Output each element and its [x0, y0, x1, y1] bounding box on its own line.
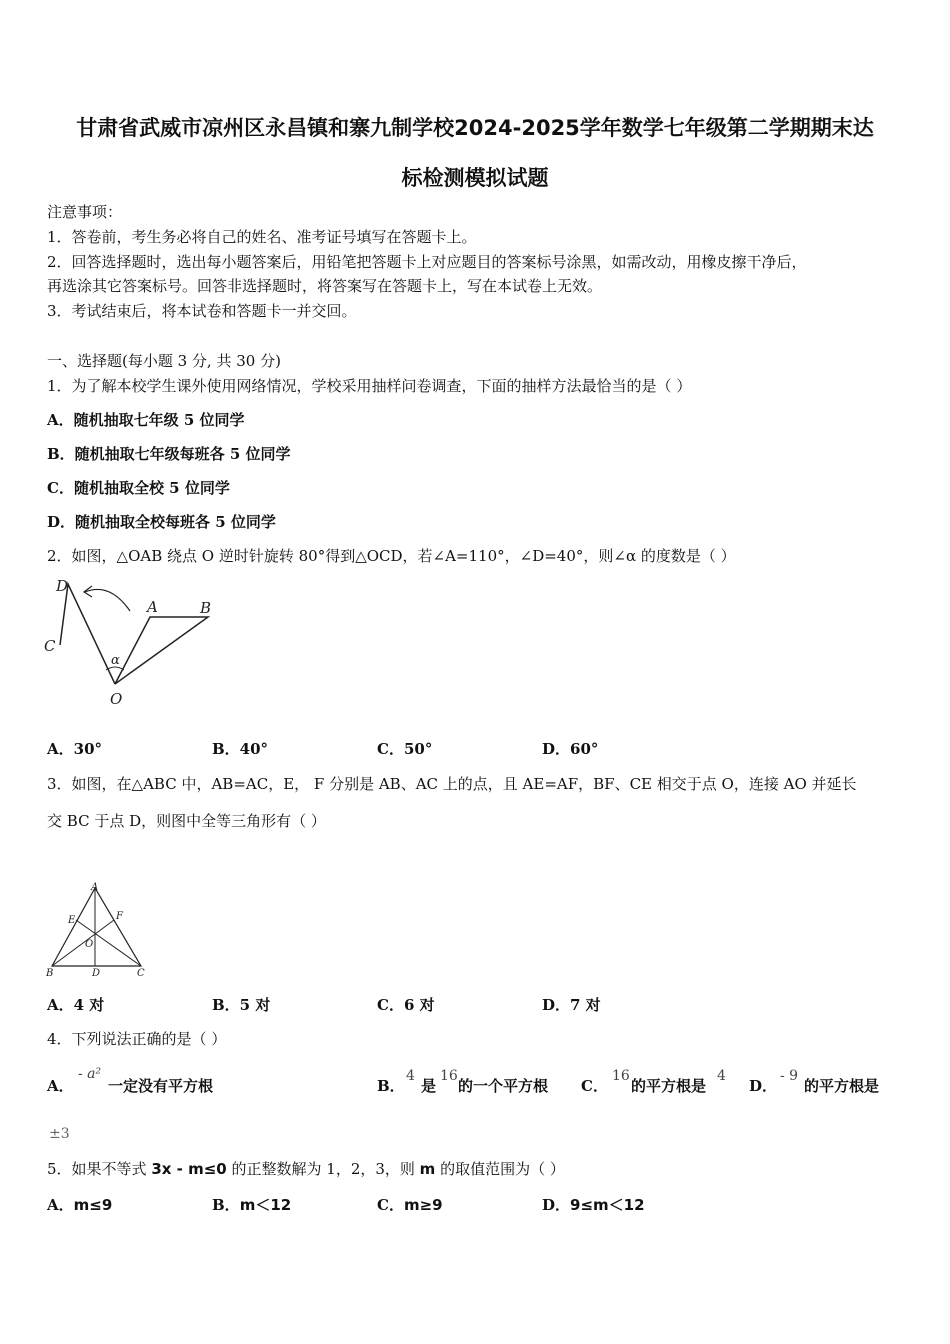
- exam-title-line2: 标检测模拟试题: [401, 166, 549, 190]
- fig-label-e: E: [68, 915, 76, 926]
- q3-stem-line2: 交 BC 于点 D，则图中全等三角形有（ ）: [47, 812, 326, 830]
- q4-option-c-label: C．: [581, 1077, 608, 1095]
- q4-option-d-answer: ±3: [49, 1126, 70, 1142]
- q4-option-a-label: A．: [47, 1077, 74, 1095]
- fig-label-f: F: [116, 911, 123, 922]
- q5-stem-prefix: 5．如果不等式: [47, 1160, 152, 1178]
- q4-option-c-text1: 的平方根是: [631, 1077, 707, 1095]
- q4-option-a-math: - a²: [78, 1066, 102, 1082]
- q4-option-b-label: B．: [377, 1077, 405, 1095]
- q2-option-b: B．40°: [212, 740, 269, 758]
- q3-triangle-figure: [42, 880, 157, 980]
- fig-label-a: A: [147, 598, 158, 616]
- q2-option-a: A．30°: [47, 740, 103, 758]
- q5-option-b: B．m＜12: [212, 1196, 292, 1214]
- q2-rotation-figure: [40, 572, 230, 712]
- fig-label-b: B: [46, 968, 54, 979]
- fig-label-c: C: [137, 968, 145, 979]
- q4-option-a-text: 一定没有平方根: [108, 1077, 214, 1095]
- q5-option-d: D．9≤m＜12: [542, 1196, 645, 1214]
- q5-stem-suffix: 的取值范围为（ ）: [435, 1160, 565, 1178]
- fig-label-c: C: [44, 637, 56, 655]
- q2-stem: 2．如图，△OAB 绕点 O 逆时针旋转 80°得到△OCD，若∠A=110°，∠D=40°，则∠α 的度数是（ ）: [47, 547, 736, 565]
- q5-stem: [47, 1159, 565, 1179]
- note-item: 再选涂其它答案标号。回答非选择题时，将答案写在答题卡上，写在本试卷上无效。: [47, 277, 603, 295]
- exam-title-line1: 甘肃省武威市凉州区永昌镇和寨九制学校2024-2025学年数学七年级第二学期期末达: [76, 116, 874, 140]
- q1-option-b: B．随机抽取七年级每班各 5 位同学: [47, 445, 291, 463]
- q5-option-c: C．m≥9: [377, 1196, 443, 1214]
- fig-label-a: A: [91, 882, 99, 893]
- fig-label-alpha: α: [111, 653, 120, 668]
- q5-variable: m: [419, 1160, 436, 1178]
- q1-option-c: C．随机抽取全校 5 位同学: [47, 479, 230, 497]
- q4-stem: 4．下列说法正确的是（ ）: [47, 1030, 227, 1048]
- q4-option-d-math1: - 9: [780, 1068, 799, 1084]
- q4-option-c-math2: 4: [717, 1068, 726, 1084]
- q1-stem: 1．为了解本校学生课外使用网络情况，学校采用抽样问卷调查，下面的抽样方法最恰当的是（ ）: [47, 377, 692, 395]
- q5-stem-mid: 的正整数解为 1，2，3，则: [226, 1160, 420, 1178]
- q4-option-b-math2: 16: [440, 1068, 458, 1084]
- q3-option-a: A．4 对: [47, 996, 105, 1014]
- q5-inequality: 3x - m≤0: [151, 1160, 227, 1178]
- q4-option-b-text1: 是: [421, 1077, 437, 1095]
- q3-stem-line1: 3．如图，在△ABC 中，AB=AC，E， F 分别是 AB、AC 上的点，且 AE=AF，BF、CE 相交于点 O，连接 AO 并延长: [47, 775, 857, 793]
- q1-option-d: D．随机抽取全校每班各 5 位同学: [47, 513, 276, 531]
- q3-option-c: C．6 对: [377, 996, 435, 1014]
- fig-label-o: O: [85, 939, 94, 950]
- note-item: 1．答卷前，考生务必将自己的姓名、准考证号填写在答题卡上。: [47, 228, 477, 246]
- note-item: 3．考试结束后，将本试卷和答题卡一并交回。: [47, 302, 357, 320]
- section-heading: 一、选择题(每小题 3 分, 共 30 分): [47, 352, 281, 370]
- q4-option-c-math1: 16: [612, 1068, 630, 1084]
- q3-option-d: D．7 对: [542, 996, 601, 1014]
- q5-option-a: A．m≤9: [47, 1196, 113, 1214]
- q4-option-b-math1: 4: [406, 1068, 415, 1084]
- fig-label-d: D: [92, 968, 101, 979]
- fig-label-b: B: [200, 599, 212, 617]
- notes-heading: 注意事项：: [47, 203, 123, 221]
- q4-option-b-text2: 的一个平方根: [458, 1077, 549, 1095]
- note-item: 2．回答选择题时，选出每小题答案后，用铅笔把答题卡上对应题目的答案标号涂黑，如需改动，用橡皮擦干净后，: [47, 253, 807, 271]
- fig-label-o: O: [110, 690, 123, 708]
- fig-label-d: D: [56, 577, 69, 595]
- q4-option-d-label: D．: [749, 1077, 778, 1095]
- q2-option-c: C．50°: [377, 740, 433, 758]
- q2-option-d: D．60°: [542, 740, 599, 758]
- q1-option-a: A．随机抽取七年级 5 位同学: [47, 411, 245, 429]
- q4-option-d-text1: 的平方根是: [804, 1077, 880, 1095]
- q3-option-b: B．5 对: [212, 996, 271, 1014]
